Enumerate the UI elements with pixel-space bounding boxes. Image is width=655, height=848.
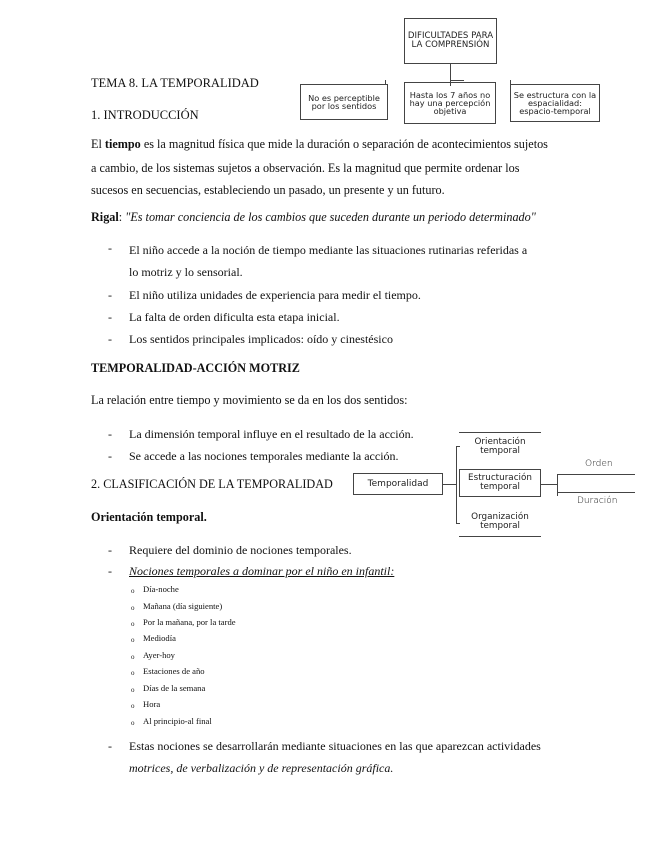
sub-bullet: o (131, 620, 135, 628)
rigal-bullet-1 (129, 239, 567, 283)
sub-bullet: o (131, 702, 135, 710)
diagram-child-box (510, 84, 600, 122)
bullet-dash: - (108, 288, 112, 302)
bullet-dash: - (108, 427, 112, 441)
class-branch-box (459, 507, 541, 537)
nocion-item: Al principio-al final (143, 716, 212, 726)
accion-bullet-2: Se accede a las nociones temporales mediante la acción. (129, 449, 399, 463)
diagram-connector (557, 492, 635, 493)
rigal-bullet-3: La falta de orden dificulta esta etapa inicial. (129, 310, 340, 324)
sub-bullet: o (131, 719, 135, 727)
bullet-dash: - (108, 739, 112, 753)
bullet-dash: - (108, 332, 112, 346)
bullet-dash: - (108, 241, 112, 255)
nocion-item: Ayer-hoy (143, 650, 175, 660)
intro-line-2: a cambio, de los sistemas sujetos a observación. Es la magnitud que permite ordenar los (91, 161, 520, 175)
bullet-dash: - (108, 449, 112, 463)
class-branch-box (459, 469, 541, 497)
diagram-connector (443, 484, 456, 485)
diagram-connector (541, 484, 557, 485)
diagram-connector (557, 474, 635, 475)
diagram-root-label: DIFICULTADES PARA LA COMPRENSIÓN (407, 31, 494, 50)
nocion-item: Mañana (día siguiente) (143, 601, 223, 611)
class-branch-box (459, 432, 541, 460)
heading-accion-motriz: TEMPORALIDAD-ACCIÓN MOTRIZ (91, 361, 300, 375)
class-branch-label: Estructuración temporal (468, 473, 532, 492)
intro-line-1 (91, 133, 567, 155)
sub-bullet: o (131, 669, 135, 677)
class-root-box (353, 473, 443, 495)
rigal-bullet-2: El niño utiliza unidades de experiencia para medir el tiempo. (129, 288, 421, 302)
sub-bullet: o (131, 686, 135, 694)
nocion-item: Por la mañana, por la tarde (143, 617, 236, 627)
diagram-child-label: No es perceptible por los sentidos (308, 92, 380, 111)
diagram-child-box (300, 84, 388, 120)
diagram-child-label: Se estructura con la espacialidad: espacio-temporal (513, 89, 597, 117)
intro-line-3: sucesos en secuencias, estableciendo un pasado, un presente y un futuro. (91, 183, 445, 197)
rigal-bullet-1-line1: El niño accede a la noción de tiempo mediante las situaciones rutinarias referidas a (129, 243, 528, 257)
sub-bullet: o (131, 587, 135, 595)
final-bullet (129, 735, 567, 779)
sub-bullet: o (131, 653, 135, 661)
nocion-item: Día-noche (143, 584, 179, 594)
rigal-quote-text: "Es tomar conciencia de los cambios que suceden durante un periodo determinado" (125, 210, 536, 224)
diagram-connector (450, 80, 464, 81)
accion-bullet-1: La dimensión temporal influye en el resultado de la acción. (129, 427, 414, 441)
sub-bullet: o (131, 604, 135, 612)
class-root-label: Temporalidad (367, 478, 429, 489)
nocion-item: Días de la semana (143, 683, 206, 693)
bullet-dash: - (108, 564, 112, 578)
rigal-bullet-4: Los sentidos principales implicados: oído y cinestésico (129, 332, 393, 346)
bullet-dash: - (108, 543, 112, 557)
rigal-bullet-1-line2: lo motriz y lo sensorial. (129, 265, 243, 279)
intro-pre: El (91, 137, 105, 151)
class-branch-label: Orientación temporal (474, 436, 526, 456)
heading-tema: TEMA 8. LA TEMPORALIDAD (91, 76, 259, 90)
diagram-child-label: Hasta los 7 años no hay una percepción objetiva (409, 89, 491, 117)
rigal-quote (91, 210, 536, 225)
class-branch-label: Organización temporal (471, 511, 529, 531)
rigal-name: Rigal (91, 210, 119, 224)
final-bullet-line2: motrices, de verbalización y de representación gráfica. (129, 761, 394, 775)
heading-clasificacion: 2. CLASIFICACIÓN DE LA TEMPORALIDAD (91, 477, 333, 491)
intro-text: es la magnitud física que mide la duración o separación de acontecimientos sujetos (140, 137, 548, 151)
heading-orientacion: Orientación temporal. (91, 510, 207, 524)
rigal-colon: : (118, 210, 123, 224)
sub-bullet: o (131, 636, 135, 644)
final-bullet-line1: Estas nociones se desarrollarán mediante situaciones en las que aparezcan actividades (129, 739, 541, 753)
class-sub-label-orden: Orden (585, 459, 613, 469)
intro-bold-term: tiempo (104, 137, 141, 151)
diagram-root-box (404, 18, 497, 64)
bullet-dash: - (108, 310, 112, 324)
diagram-child-box (404, 82, 496, 124)
class-sub-label-duracion: Duración (577, 496, 618, 506)
orientacion-bullet-1: Requiere del dominio de nociones temporales. (129, 543, 352, 557)
diagram-connector (456, 446, 457, 524)
orientacion-bullet-2: Nociones temporales a dominar por el niño en infantil: (129, 564, 395, 578)
diagram-connector (450, 64, 451, 80)
accion-text: La relación entre tiempo y movimiento se da en los dos sentidos: (91, 393, 408, 407)
nocion-item: Hora (143, 699, 161, 709)
nocion-item: Estaciones de año (143, 666, 205, 676)
heading-introduccion: 1. INTRODUCCIÓN (91, 108, 199, 122)
nocion-item: Mediodía (143, 633, 176, 643)
